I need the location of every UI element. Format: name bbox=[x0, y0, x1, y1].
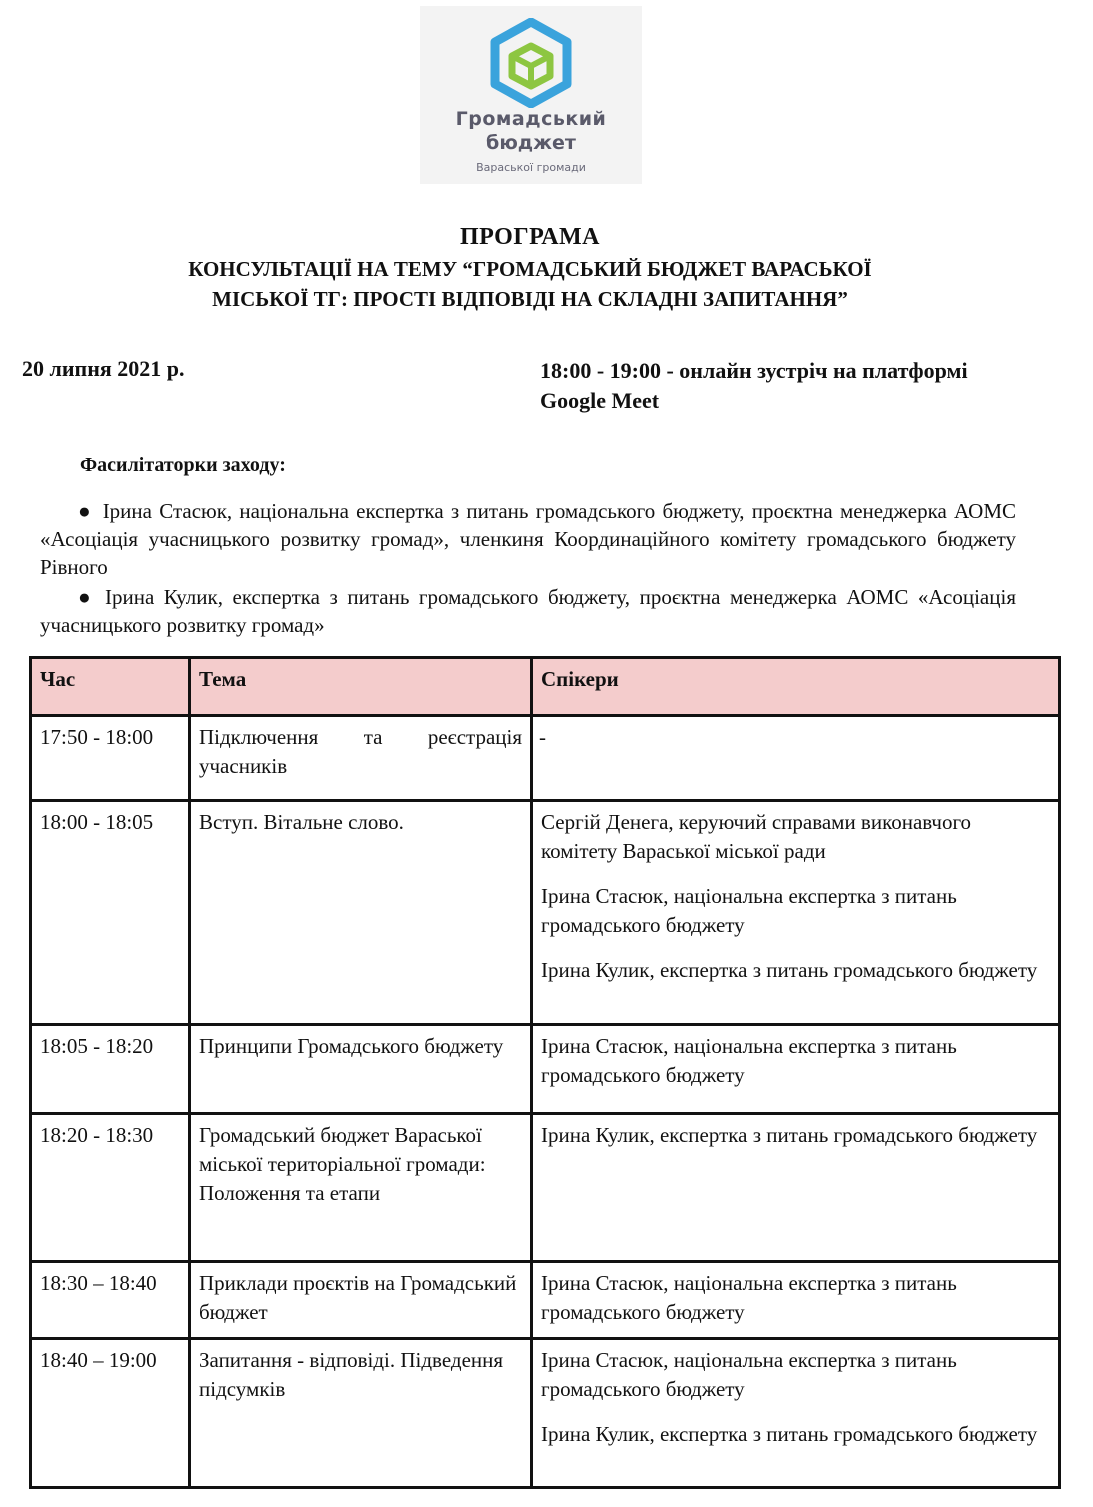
logo-subtitle: Вараської громади bbox=[476, 161, 586, 174]
row-time: 18:05 - 18:20 bbox=[31, 1025, 190, 1114]
speaker-entry: Ірина Кулик, експертка з питань громадського бюджету bbox=[541, 958, 1038, 982]
speaker-entry: Ірина Кулик, експертка з питань громадського бюджету bbox=[541, 1123, 1038, 1147]
speaker-entry: Ірина Стасюк, національна експертка з питань громадського бюджету bbox=[541, 1348, 957, 1401]
logo-text-line1: Громадський bbox=[455, 108, 607, 130]
schedule-table bbox=[29, 656, 1061, 1489]
row-speakers bbox=[532, 1339, 1060, 1488]
table-row bbox=[31, 1114, 1060, 1262]
table-row bbox=[31, 1262, 1060, 1339]
speaker-entry: Ірина Стасюк, національна експертка з питань громадського бюджету bbox=[541, 1034, 957, 1087]
row-topic: Принципи Громадського бюджету bbox=[190, 1025, 532, 1114]
header-time: Час bbox=[31, 658, 190, 716]
bullet-icon: ● bbox=[78, 585, 95, 609]
row-topic: Вступ. Вітальне слово. bbox=[190, 801, 532, 1025]
table-row bbox=[31, 801, 1060, 1025]
row-speakers bbox=[532, 801, 1060, 1025]
header-speakers: Спікери bbox=[532, 658, 1060, 716]
speaker-entry: Ірина Кулик, експертка з питань громадського бюджету bbox=[541, 1422, 1038, 1446]
row-speakers bbox=[532, 1025, 1060, 1114]
facilitator-item bbox=[40, 497, 1016, 581]
row-time: 17:50 - 18:00 bbox=[31, 716, 190, 801]
row-topic: Громадський бюджет Вараської міської територіальної громади: Положення та етапи bbox=[190, 1114, 532, 1262]
document-title: ПРОГРАМА bbox=[459, 224, 601, 250]
row-topic bbox=[190, 716, 532, 801]
row-speakers bbox=[532, 1262, 1060, 1339]
row-topic-text: Підключення та реєстрація учасників bbox=[199, 725, 522, 778]
facilitators-heading: Фасилітаторки заходу: bbox=[80, 454, 286, 476]
speaker-entry: Сергій Денега, керуючий справами виконавчого комітету Вараської міської ради bbox=[541, 810, 972, 863]
speaker-entry: Ірина Стасюк, національна експертка з питань громадського бюджету bbox=[541, 884, 957, 937]
logo bbox=[420, 6, 642, 184]
row-time: 18:40 – 19:00 bbox=[31, 1339, 190, 1488]
event-platform: Google Meet bbox=[540, 388, 660, 413]
row-speakers bbox=[532, 1114, 1060, 1262]
facilitator-text: Ірина Стасюк, національна експертка з питань громадського бюджету, проєктна менеджерка АОМС «Асоціація учасницького розвитку громад», членкиня Координаційного комітету громадського бюджету Рівного bbox=[40, 499, 1016, 579]
table-row bbox=[31, 1339, 1060, 1488]
event-time-line1: 18:00 - 19:00 - онлайн зустріч на платформі bbox=[540, 358, 968, 383]
table-row bbox=[31, 716, 1060, 801]
cube-logo-icon bbox=[490, 18, 572, 108]
speaker-entry: - bbox=[539, 725, 546, 749]
row-time: 18:20 - 18:30 bbox=[31, 1114, 190, 1262]
row-time: 18:00 - 18:05 bbox=[31, 801, 190, 1025]
row-speakers bbox=[532, 716, 1060, 801]
facilitator-item bbox=[40, 583, 1016, 639]
bullet-icon: ● bbox=[78, 499, 93, 523]
document-subtitle-line2: МІСЬКОЇ ТГ: ПРОСТІ ВІДПОВІДІ НА СКЛАДНІ ЗАПИТАННЯ” bbox=[212, 287, 848, 311]
event-date: 20 липня 2021 р. bbox=[22, 356, 185, 381]
row-topic: Приклади проєктів на Громадський бюджет bbox=[190, 1262, 532, 1339]
document-subtitle-line1: КОНСУЛЬТАЦІЇ НА ТЕМУ “ГРОМАДСЬКИЙ БЮДЖЕТ ВАРАСЬКОЇ bbox=[188, 257, 872, 281]
facilitator-text: Ірина Кулик, експертка з питань громадського бюджету, проєктна менеджерка АОМС «Асоціація учасницького розвитку громад» bbox=[40, 585, 1016, 637]
row-time: 18:30 – 18:40 bbox=[31, 1262, 190, 1339]
table-row bbox=[31, 1025, 1060, 1114]
event-time bbox=[540, 356, 1060, 416]
header-topic: Тема bbox=[190, 658, 532, 716]
table-header-row bbox=[31, 658, 1060, 716]
speaker-entry: Ірина Стасюк, національна експертка з питань громадського бюджету bbox=[541, 1271, 957, 1324]
logo-text-line2: бюджет bbox=[486, 132, 576, 154]
row-topic: Запитання - відповіді. Підведення підсумків bbox=[190, 1339, 532, 1488]
